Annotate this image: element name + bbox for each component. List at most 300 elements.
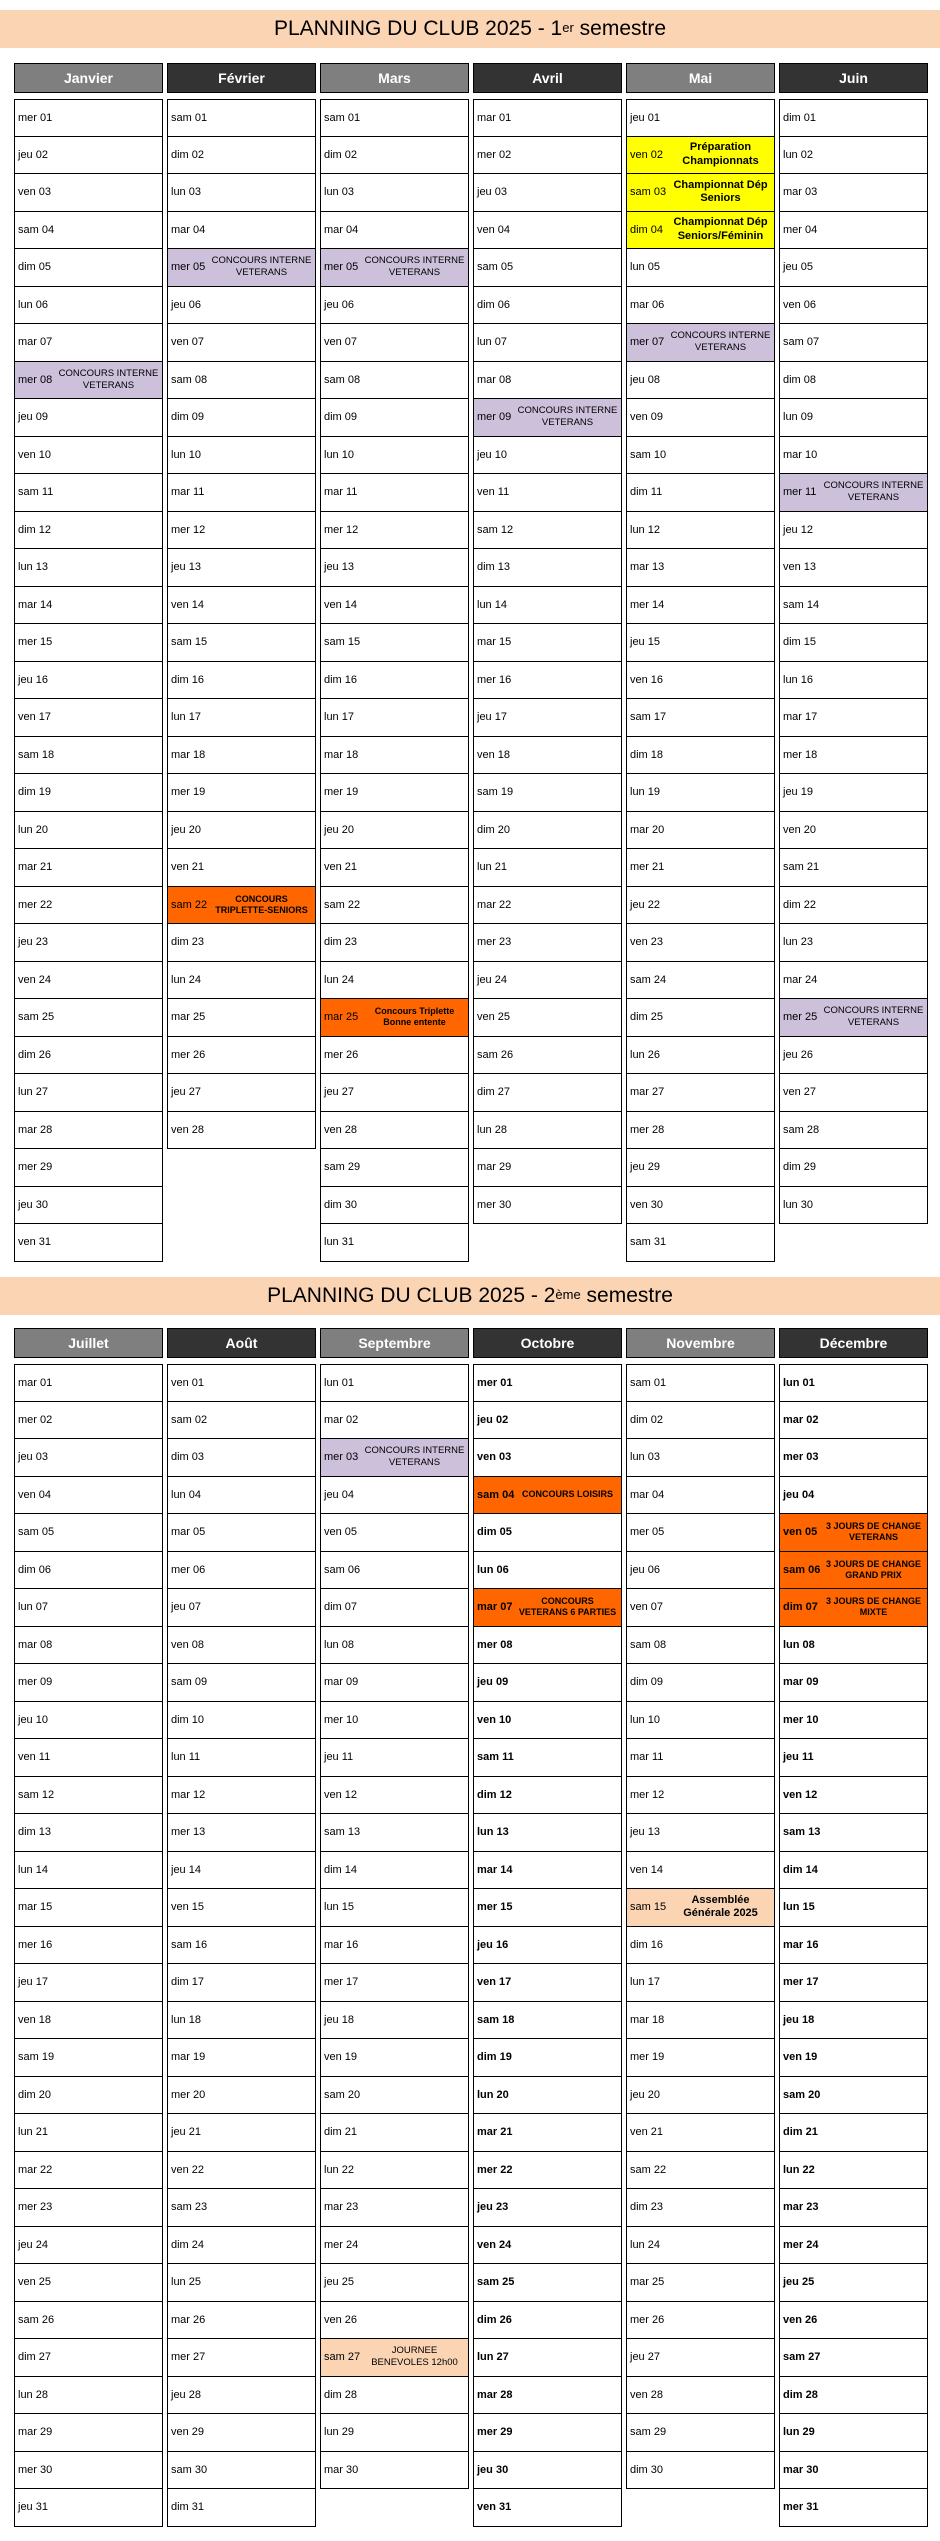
day-label: ven 30	[630, 1198, 664, 1211]
day-list	[779, 99, 928, 1224]
day-cell	[626, 1552, 775, 1590]
day-label: sam 15	[171, 636, 208, 649]
day-cell	[14, 2039, 163, 2077]
day-label: dim 28	[324, 2388, 358, 2401]
day-label: sam 08	[630, 1638, 667, 1651]
day-cell	[320, 437, 469, 475]
day-list	[167, 1364, 316, 2527]
day-label: mer 31	[783, 2501, 819, 2514]
month-column-février	[167, 63, 316, 1149]
day-label: mer 16	[477, 673, 512, 686]
day-label: ven 19	[783, 2051, 818, 2064]
day-cell	[320, 1739, 469, 1777]
day-label: jeu 22	[630, 898, 660, 911]
day-label: jeu 24	[18, 2238, 48, 2251]
day-cell	[167, 2227, 316, 2265]
day-cell	[626, 1187, 775, 1225]
day-label: jeu 17	[18, 1976, 48, 1989]
day-label: lun 30	[783, 1198, 813, 1211]
day-label: lun 16	[783, 673, 813, 686]
day-label: mer 02	[18, 1413, 53, 1426]
day-label: mar 25	[171, 1011, 206, 1024]
day-label: lun 12	[630, 523, 660, 536]
day-cell	[167, 437, 316, 475]
day-cell	[779, 737, 928, 775]
day-cell	[320, 2152, 469, 2190]
day-cell	[167, 849, 316, 887]
event-label: Assemblée Générale 2025	[683, 1893, 758, 1920]
day-label: dim 06	[477, 298, 511, 311]
day-cell	[320, 1889, 469, 1927]
day-label: sam 01	[630, 1376, 667, 1389]
day-cell	[473, 1477, 622, 1515]
day-cell	[473, 249, 622, 287]
day-label: lun 27	[477, 2351, 509, 2364]
day-label: ven 09	[630, 411, 664, 424]
day-cell	[14, 1777, 163, 1815]
day-cell	[779, 212, 928, 250]
day-cell	[473, 1739, 622, 1777]
day-label: jeu 09	[477, 1676, 509, 1689]
day-label: sam 22	[630, 2163, 667, 2176]
day-label: ven 21	[630, 2126, 664, 2139]
day-label: mer 19	[324, 786, 359, 799]
day-label: mer 26	[324, 1048, 359, 1061]
day-cell	[14, 1964, 163, 2002]
day-label: dim 05	[477, 1526, 512, 1539]
day-cell	[779, 924, 928, 962]
event-label: CONCOURS TRIPLETTE-SENIORS	[215, 893, 308, 915]
day-cell	[167, 1037, 316, 1075]
day-cell	[626, 2302, 775, 2340]
day-cell	[779, 2227, 928, 2265]
day-label: ven 12	[324, 1788, 358, 1801]
day-label: sam 04	[477, 1488, 515, 1501]
day-label: jeu 03	[477, 186, 507, 199]
day-label: lun 28	[18, 2388, 48, 2401]
day-cell	[626, 1037, 775, 1075]
day-label: jeu 25	[324, 2276, 354, 2289]
day-label: jeu 29	[630, 1161, 660, 1174]
day-cell	[167, 1402, 316, 1440]
day-label: dim 07	[324, 1601, 358, 1614]
day-label: sam 15	[324, 636, 361, 649]
day-cell	[14, 1224, 163, 1262]
day-cell	[167, 2414, 316, 2452]
day-label: mar 15	[18, 1901, 53, 1914]
day-label: ven 15	[171, 1901, 205, 1914]
day-label: mer 07	[630, 336, 665, 349]
day-label: dim 10	[171, 1713, 205, 1726]
day-cell	[167, 962, 316, 1000]
day-label: mer 11	[783, 486, 817, 499]
day-label: dim 21	[783, 2126, 818, 2139]
day-label: sam 20	[783, 2088, 821, 2101]
semester1-title-main: PLANNING DU CLUB 2025 - 1	[273, 17, 563, 40]
day-label: ven 07	[171, 336, 205, 349]
day-label: mer 01	[477, 1376, 513, 1389]
day-cell	[626, 999, 775, 1037]
day-cell	[626, 1852, 775, 1890]
day-cell	[779, 1739, 928, 1777]
day-cell	[320, 849, 469, 887]
day-cell	[779, 999, 928, 1037]
day-label: jeu 12	[783, 523, 813, 536]
day-label: dim 23	[171, 936, 205, 949]
day-cell	[779, 1627, 928, 1665]
day-label: ven 26	[783, 2313, 818, 2326]
day-label: dim 26	[18, 1048, 52, 1061]
day-cell	[779, 2489, 928, 2527]
day-cell	[167, 2189, 316, 2227]
day-cell	[473, 1777, 622, 1815]
day-cell	[167, 2039, 316, 2077]
day-label: lun 17	[630, 1976, 660, 1989]
day-cell	[167, 1852, 316, 1890]
day-cell	[167, 99, 316, 137]
day-label: lun 10	[630, 1713, 660, 1726]
day-cell	[473, 2489, 622, 2527]
day-cell	[473, 1814, 622, 1852]
day-cell	[167, 1514, 316, 1552]
day-label: jeu 23	[477, 2201, 509, 2214]
day-cell	[320, 2189, 469, 2227]
day-label: mer 03	[783, 1451, 819, 1464]
month-column-juillet	[14, 1328, 163, 2527]
day-cell	[14, 1112, 163, 1150]
day-cell	[167, 1702, 316, 1740]
event-label: CONCOURS LOISIRS	[521, 1489, 613, 1500]
day-label: mer 24	[783, 2238, 819, 2251]
day-cell	[320, 2264, 469, 2302]
day-label: mer 12	[171, 523, 206, 536]
day-cell	[473, 474, 622, 512]
day-label: dim 26	[477, 2313, 512, 2326]
day-cell	[167, 662, 316, 700]
day-label: dim 16	[630, 1938, 664, 1951]
day-label: mar 13	[630, 561, 665, 574]
day-cell	[167, 1552, 316, 1590]
day-cell	[320, 1224, 469, 1262]
day-cell	[473, 1664, 622, 1702]
day-label: lun 03	[324, 186, 354, 199]
day-label: mer 30	[477, 1198, 512, 1211]
day-cell	[14, 962, 163, 1000]
day-cell	[14, 1149, 163, 1187]
day-cell	[779, 1552, 928, 1590]
day-label: dim 20	[477, 823, 511, 836]
day-cell	[626, 662, 775, 700]
day-cell	[473, 699, 622, 737]
day-label: mar 11	[324, 486, 358, 499]
day-label: mar 07	[18, 336, 53, 349]
day-cell	[14, 1364, 163, 1402]
day-cell	[626, 1074, 775, 1112]
day-cell	[473, 662, 622, 700]
day-cell	[320, 2452, 469, 2490]
day-cell	[473, 2114, 622, 2152]
day-cell	[626, 1589, 775, 1627]
day-list	[320, 1364, 469, 2489]
day-label: mar 12	[171, 1788, 206, 1801]
day-cell	[626, 737, 775, 775]
day-cell	[320, 1074, 469, 1112]
day-label: dim 12	[477, 1788, 512, 1801]
day-label: jeu 20	[324, 823, 354, 836]
day-cell	[320, 1112, 469, 1150]
day-label: lun 27	[18, 1086, 48, 1099]
day-cell	[14, 587, 163, 625]
day-label: mer 02	[477, 148, 512, 161]
day-cell	[320, 287, 469, 325]
day-cell	[14, 2189, 163, 2227]
day-label: lun 24	[324, 973, 354, 986]
day-label: ven 14	[324, 598, 358, 611]
day-cell	[779, 137, 928, 175]
day-label: dim 16	[171, 673, 205, 686]
day-cell	[167, 2114, 316, 2152]
day-label: jeu 17	[477, 711, 507, 724]
day-label: mar 01	[18, 1376, 53, 1389]
semester1-title-end: semestre	[573, 17, 667, 40]
day-label: jeu 19	[783, 786, 813, 799]
day-cell	[473, 624, 622, 662]
day-label: mar 21	[477, 2126, 513, 2139]
day-label: ven 27	[783, 1086, 817, 1099]
month-header: Novembre	[626, 1328, 775, 1358]
day-cell	[626, 399, 775, 437]
day-cell	[167, 512, 316, 550]
day-label: sam 24	[630, 973, 667, 986]
day-cell	[779, 474, 928, 512]
day-cell	[626, 2002, 775, 2040]
day-cell	[779, 324, 928, 362]
day-cell	[779, 1814, 928, 1852]
day-cell	[473, 99, 622, 137]
day-label: mar 04	[324, 223, 359, 236]
day-label: sam 11	[18, 486, 54, 499]
day-cell	[779, 1364, 928, 1402]
day-label: jeu 09	[18, 411, 48, 424]
day-label: sam 11	[477, 1751, 514, 1764]
day-label: sam 30	[171, 2463, 208, 2476]
day-label: jeu 18	[324, 2013, 354, 2026]
day-label: mer 18	[783, 748, 818, 761]
event-label: CONCOURS INTERNE VETERANS	[211, 255, 312, 279]
day-cell	[167, 1814, 316, 1852]
day-cell	[626, 1514, 775, 1552]
day-cell	[779, 2002, 928, 2040]
day-cell	[320, 1852, 469, 1890]
day-label: jeu 04	[783, 1488, 815, 1501]
day-cell	[14, 1927, 163, 1965]
day-label: dim 09	[630, 1676, 664, 1689]
day-label: dim 30	[630, 2463, 664, 2476]
day-label: lun 21	[18, 2126, 48, 2139]
day-label: mar 08	[18, 1638, 53, 1651]
day-cell	[779, 2039, 928, 2077]
day-label: dim 02	[171, 148, 205, 161]
day-cell	[473, 2264, 622, 2302]
day-cell	[167, 1589, 316, 1627]
day-label: mer 27	[171, 2351, 206, 2364]
day-label: mar 02	[783, 1413, 819, 1426]
day-cell	[320, 1477, 469, 1515]
day-cell	[626, 1112, 775, 1150]
month-column-avril	[473, 63, 622, 1224]
day-label: ven 28	[171, 1123, 205, 1136]
day-cell	[779, 549, 928, 587]
day-cell	[626, 924, 775, 962]
day-cell	[779, 699, 928, 737]
day-label: lun 01	[783, 1376, 815, 1389]
day-cell	[167, 1112, 316, 1150]
day-label: lun 29	[324, 2426, 354, 2439]
day-label: mar 03	[783, 186, 818, 199]
day-label: mar 23	[783, 2201, 819, 2214]
day-label: mar 23	[324, 2201, 359, 2214]
event-label: Concours Triplette Bonne entente	[374, 1006, 455, 1028]
day-cell	[14, 849, 163, 887]
month-header: Septembre	[320, 1328, 469, 1358]
day-cell	[167, 249, 316, 287]
day-label: ven 17	[477, 1976, 512, 1989]
day-cell	[473, 137, 622, 175]
day-label: lun 23	[783, 936, 813, 949]
day-cell	[14, 249, 163, 287]
day-cell	[779, 2339, 928, 2377]
day-label: ven 11	[18, 1751, 51, 1764]
day-label: sam 04	[18, 223, 55, 236]
month-column-août	[167, 1328, 316, 2527]
day-cell	[626, 1149, 775, 1187]
day-cell	[779, 1112, 928, 1150]
day-label: sam 21	[783, 861, 820, 874]
day-cell	[779, 2414, 928, 2452]
day-cell	[779, 2152, 928, 2190]
day-label: mar 26	[171, 2313, 206, 2326]
day-label: mer 24	[324, 2238, 359, 2251]
day-cell	[167, 1964, 316, 2002]
day-cell	[779, 174, 928, 212]
day-cell	[626, 287, 775, 325]
day-cell	[473, 1852, 622, 1890]
month-header: Mai	[626, 63, 775, 93]
day-label: ven 17	[18, 711, 52, 724]
day-label: lun 17	[324, 711, 354, 724]
day-label: mar 11	[630, 1751, 664, 1764]
day-cell	[779, 1964, 928, 2002]
day-cell	[167, 2152, 316, 2190]
day-cell	[167, 624, 316, 662]
day-label: jeu 26	[783, 1048, 813, 1061]
day-label: mer 06	[171, 1563, 206, 1576]
day-label: sam 26	[477, 1048, 514, 1061]
day-label: dim 29	[783, 1161, 817, 1174]
day-label: mar 25	[630, 2276, 665, 2289]
day-cell	[473, 1402, 622, 1440]
month-column-mai	[626, 63, 775, 1262]
day-cell	[14, 2152, 163, 2190]
day-cell	[14, 2339, 163, 2377]
day-label: mar 11	[171, 486, 205, 499]
day-cell	[14, 1037, 163, 1075]
day-cell	[320, 924, 469, 962]
day-label: jeu 07	[171, 1601, 201, 1614]
day-label: mar 28	[18, 1123, 53, 1136]
day-cell	[626, 1439, 775, 1477]
day-label: ven 10	[18, 448, 52, 461]
day-cell	[167, 2302, 316, 2340]
day-cell	[626, 812, 775, 850]
day-cell	[167, 474, 316, 512]
day-cell	[320, 1514, 469, 1552]
day-cell	[320, 2227, 469, 2265]
day-cell	[14, 887, 163, 925]
day-label: ven 05	[324, 1526, 358, 1539]
day-label: sam 25	[18, 1011, 55, 1024]
day-cell	[14, 2002, 163, 2040]
day-cell	[779, 1702, 928, 1740]
day-cell	[779, 1439, 928, 1477]
day-cell	[167, 1664, 316, 1702]
day-list	[320, 99, 469, 1262]
day-label: jeu 25	[783, 2276, 815, 2289]
day-label: lun 13	[18, 561, 48, 574]
day-label: jeu 24	[477, 973, 507, 986]
event-label: CONCOURS INTERNE VETERANS	[364, 255, 465, 279]
day-label: sam 12	[18, 1788, 55, 1801]
month-header: Octobre	[473, 1328, 622, 1358]
day-label: lun 21	[477, 861, 507, 874]
day-cell	[626, 2114, 775, 2152]
day-cell	[167, 212, 316, 250]
day-label: lun 20	[18, 823, 48, 836]
day-label: mer 08	[477, 1638, 513, 1651]
day-label: mer 21	[630, 861, 665, 874]
day-label: mer 20	[171, 2088, 206, 2101]
day-cell	[14, 399, 163, 437]
day-cell	[626, 1927, 775, 1965]
day-cell	[320, 1149, 469, 1187]
day-label: mer 09	[18, 1676, 53, 1689]
day-cell	[14, 324, 163, 362]
day-label: jeu 06	[324, 298, 354, 311]
day-cell	[779, 512, 928, 550]
event-label: CONCOURS INTERNE VETERANS	[364, 1445, 465, 1469]
day-label: sam 02	[171, 1413, 208, 1426]
day-cell	[320, 662, 469, 700]
event-label: CONCOURS INTERNE VETERANS	[823, 1005, 924, 1029]
day-cell	[14, 2114, 163, 2152]
day-list	[167, 99, 316, 1149]
day-label: ven 29	[171, 2426, 205, 2439]
day-label: lun 22	[783, 2163, 815, 2176]
day-cell	[626, 587, 775, 625]
day-cell	[473, 849, 622, 887]
day-label: mar 09	[324, 1676, 359, 1689]
day-cell	[626, 2152, 775, 2190]
day-cell	[626, 1777, 775, 1815]
day-label: ven 04	[477, 223, 511, 236]
day-list	[626, 99, 775, 1262]
day-label: mer 15	[18, 636, 53, 649]
day-cell	[320, 624, 469, 662]
day-label: mar 22	[477, 898, 512, 911]
day-label: mar 17	[783, 711, 818, 724]
day-cell	[626, 2377, 775, 2415]
day-label: dim 23	[324, 936, 358, 949]
